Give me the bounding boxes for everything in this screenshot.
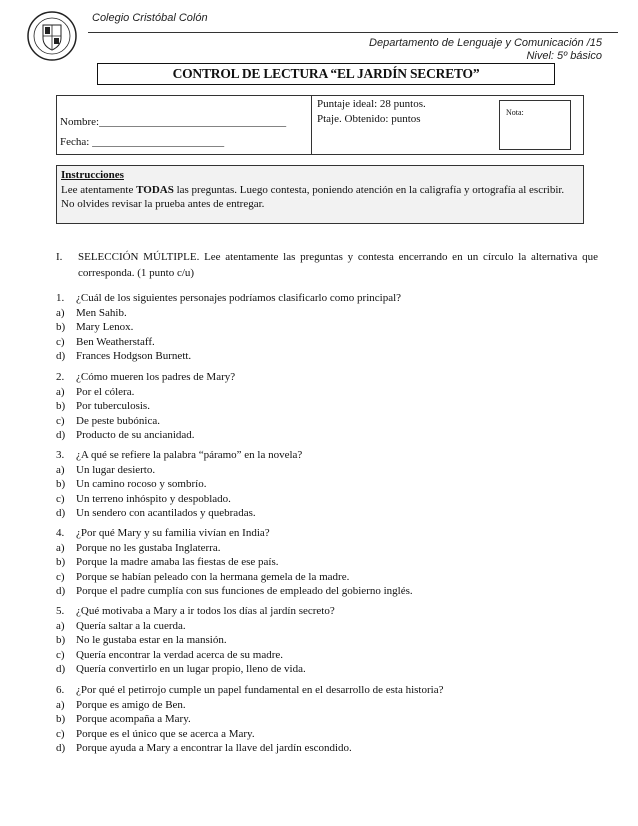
option-label: b) xyxy=(56,478,66,491)
question-number: 2. xyxy=(56,371,65,383)
question-block xyxy=(56,448,606,520)
department-name: Departamento de Lenguaje y Comunicación /15 xyxy=(369,37,602,49)
question-prompt xyxy=(56,683,606,698)
date-field[interactable]: Fecha: ________________________ xyxy=(60,136,225,148)
instructions-heading: Instrucciones xyxy=(61,169,124,181)
option-label: d) xyxy=(56,584,66,597)
option-label: a) xyxy=(56,464,65,477)
option-label: a) xyxy=(56,699,65,712)
option-text: Porque el padre cumplía con sus funciones de empleado del gobierno inglés. xyxy=(76,584,413,597)
option-label: b) xyxy=(56,634,66,647)
option-text: Quería saltar a la cuerda. xyxy=(76,620,186,633)
option-label: a) xyxy=(56,307,65,320)
answer-option[interactable] xyxy=(56,385,606,399)
question-number: 6. xyxy=(56,684,65,696)
option-label: c) xyxy=(56,492,65,505)
answer-option[interactable] xyxy=(56,584,606,598)
option-label: b) xyxy=(56,713,66,726)
answer-option[interactable] xyxy=(56,477,606,491)
option-label: b) xyxy=(56,321,66,334)
question-number: 4. xyxy=(56,527,65,539)
option-text: Porque la madre amaba las fiestas de ese país. xyxy=(76,556,279,569)
answer-option[interactable] xyxy=(56,463,606,477)
option-label: c) xyxy=(56,727,65,740)
school-name: Colegio Cristóbal Colón xyxy=(92,12,208,24)
option-text: Por tuberculosis. xyxy=(76,400,150,413)
obtained-score[interactable]: Ptaje. Obtenido: puntos xyxy=(317,113,421,125)
question-text: ¿Cómo mueren los padres de Mary? xyxy=(76,371,236,383)
answer-option[interactable] xyxy=(56,335,606,349)
option-text: Producto de su ancianidad. xyxy=(76,428,195,441)
question-number: 3. xyxy=(56,449,65,461)
question-block xyxy=(56,604,606,676)
question-prompt xyxy=(56,370,606,385)
instructions-emphasis: TODAS xyxy=(136,183,174,196)
section-number: I. xyxy=(56,251,63,263)
option-label: d) xyxy=(56,506,66,519)
school-logo xyxy=(26,10,78,62)
option-label: c) xyxy=(56,414,65,427)
page-title: CONTROL DE LECTURA “EL JARDÍN SECRETO” xyxy=(97,63,555,85)
option-text: Porque ayuda a Mary a encontrar la llave del jardín escondido. xyxy=(76,741,352,754)
option-text: Quería convertirlo en un lugar propio, lleno de vida. xyxy=(76,662,306,675)
answer-option[interactable] xyxy=(56,306,606,320)
option-text: Frances Hodgson Burnett. xyxy=(76,349,192,362)
option-label: c) xyxy=(56,570,65,583)
answer-option[interactable] xyxy=(56,712,606,726)
header-rule xyxy=(88,32,618,33)
answer-option[interactable] xyxy=(56,648,606,662)
instructions-line-2: No olvides revisar la prueba antes de entregar. xyxy=(61,198,265,210)
option-text: Mary Lenox. xyxy=(76,321,134,334)
question-prompt xyxy=(56,448,606,463)
option-label: c) xyxy=(56,648,65,661)
answer-option[interactable] xyxy=(56,349,606,363)
option-label: d) xyxy=(56,662,66,675)
option-text: Un camino rocoso y sombrío. xyxy=(76,478,207,491)
option-label: b) xyxy=(56,556,66,569)
question-block xyxy=(56,291,606,363)
grade-box[interactable] xyxy=(499,100,571,150)
question-prompt xyxy=(56,604,606,619)
option-text: Porque acompaña a Mary. xyxy=(76,713,191,726)
instructions-box xyxy=(56,165,584,224)
option-text: Porque no les gustaba Inglaterra. xyxy=(76,542,221,555)
option-label: a) xyxy=(56,386,65,399)
option-text: De peste bubónica. xyxy=(76,414,160,427)
instructions-text: Lee atentamente xyxy=(61,183,137,196)
question-text: ¿Qué motivaba a Mary a ir todos los días al jardín secreto? xyxy=(76,605,335,617)
answer-option[interactable] xyxy=(56,541,606,555)
option-label: a) xyxy=(56,620,65,633)
answer-option[interactable] xyxy=(56,414,606,428)
option-text: Un sendero con acantilados y quebradas. xyxy=(76,506,256,519)
question-prompt xyxy=(56,526,606,541)
question-block xyxy=(56,370,606,442)
answer-option[interactable] xyxy=(56,633,606,647)
option-text: Ben Weatherstaff. xyxy=(76,335,155,348)
answer-option[interactable] xyxy=(56,662,606,676)
option-label: b) xyxy=(56,400,66,413)
option-text: Porque es amigo de Ben. xyxy=(76,699,186,712)
grade-level: Nivel: 5º básico xyxy=(526,50,602,62)
question-number: 5. xyxy=(56,605,65,617)
answer-option[interactable] xyxy=(56,492,606,506)
question-text: ¿Cuál de los siguientes personajes podríamos clasificarlo como principal? xyxy=(76,292,402,304)
answer-option[interactable] xyxy=(56,428,606,442)
answer-option[interactable] xyxy=(56,399,606,413)
option-label: d) xyxy=(56,741,66,754)
question-text: ¿A qué se refiere la palabra “páramo” en la novela? xyxy=(76,449,303,461)
info-divider xyxy=(311,96,312,154)
answer-option[interactable] xyxy=(56,320,606,334)
question-block xyxy=(56,526,606,598)
option-text: Por el cólera. xyxy=(76,386,135,399)
section-text: SELECCIÓN MÚLTIPLE. Lee atentamente las preguntas y contesta encerrando en un círculo la alternativa que corresponda. (1 punto c/u) xyxy=(78,251,598,279)
grade-label: Nota: xyxy=(506,108,524,117)
option-text: Un terreno inhóspito y despoblado. xyxy=(76,492,231,505)
answer-option[interactable] xyxy=(56,698,606,712)
answer-option[interactable] xyxy=(56,727,606,741)
answer-option[interactable] xyxy=(56,570,606,584)
instructions-text: las preguntas. Luego contesta, poniendo atención en la caligrafía y ortografía al escribir. xyxy=(173,183,565,196)
question-text: ¿Por qué el petirrojo cumple un papel fundamental en el desarrollo de esta historia? xyxy=(76,684,444,696)
question-prompt xyxy=(56,291,606,306)
instructions-line-1 xyxy=(61,183,579,198)
answer-option[interactable] xyxy=(56,506,606,520)
ideal-score: Puntaje ideal: 28 puntos. xyxy=(317,98,426,110)
option-text: Un lugar desierto. xyxy=(76,464,156,477)
department-info xyxy=(369,37,602,63)
answer-option[interactable] xyxy=(56,555,606,569)
option-text: Porque es el único que se acerca a Mary. xyxy=(76,727,255,740)
answer-option[interactable] xyxy=(56,741,606,755)
option-label: d) xyxy=(56,428,66,441)
option-text: Porque se habían peleado con la hermana gemela de la madre. xyxy=(76,570,350,583)
name-field[interactable]: Nombre:__________________________________ xyxy=(60,116,287,128)
option-text: Men Sahib. xyxy=(76,307,127,320)
option-text: No le gustaba estar en la mansión. xyxy=(76,634,227,647)
question-block xyxy=(56,683,606,755)
option-label: d) xyxy=(56,349,66,362)
option-text: Quería encontrar la verdad acerca de su madre. xyxy=(76,648,284,661)
student-info-box xyxy=(56,95,584,155)
answer-option[interactable] xyxy=(56,619,606,633)
question-number: 1. xyxy=(56,292,65,304)
question-text: ¿Por qué Mary y su familia vivían en India? xyxy=(76,527,270,539)
option-label: c) xyxy=(56,335,65,348)
option-label: a) xyxy=(56,542,65,555)
